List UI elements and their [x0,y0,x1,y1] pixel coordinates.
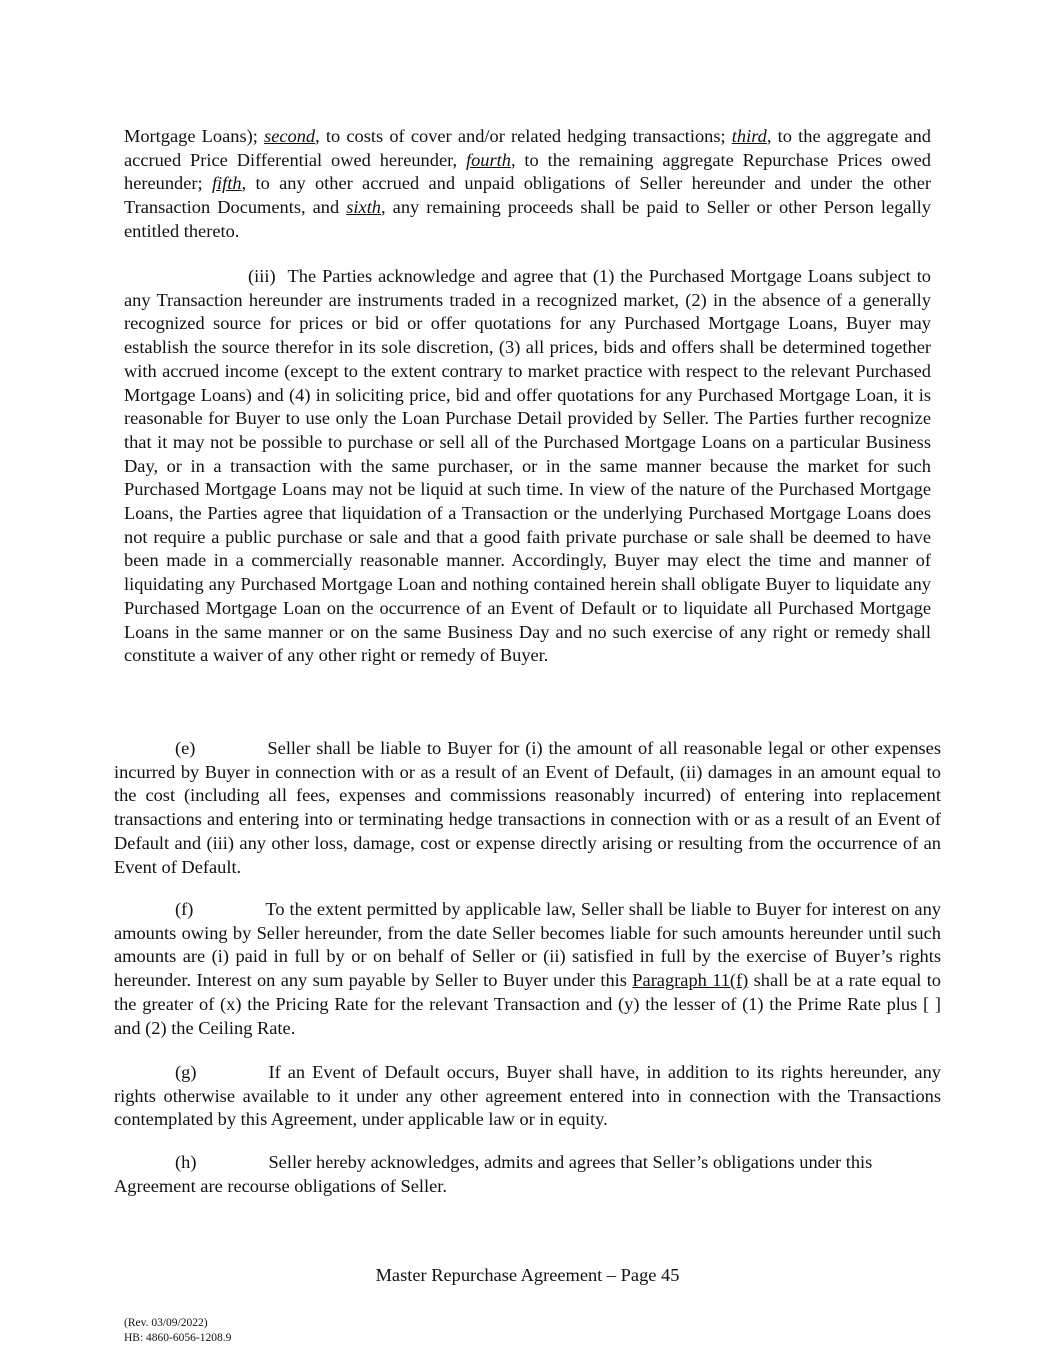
continuation-text-2: , to costs of cover and/or related hedging transactions; [315,126,732,146]
footer-metadata [124,1316,231,1346]
paragraph-iii [124,265,931,668]
paragraph-e [114,737,941,879]
emphasis-second: second [264,126,316,146]
paragraph-f-label: (f) [175,899,194,919]
paragraph-g-text: If an Event of Default occurs, Buyer shall have, in addition to its rights hereunder, any rights otherwise available to it under any other agreement entered into in connection with the Transactions contemplated by this Agreement, under applicable law or in equity. [114,1062,941,1130]
paragraph-h-label: (h) [175,1152,197,1172]
continuation-paragraph [124,125,931,244]
paragraph-g [114,1061,941,1132]
emphasis-third: third [731,126,767,146]
footer-document-id: HB: 4860-6056-1208.9 [124,1332,232,1344]
emphasis-fifth: fifth [211,173,242,194]
paragraph-e-label: (e) [175,738,196,758]
paragraph-iii-text: The Parties acknowledge and agree that (1) the Purchased Mortgage Loans subject to any Transaction hereunder are instruments traded in a recognized market, (2) in the absence of a generally recognized source for prices or bid or offer quotations for any Purchased Mortgage Loans, Buyer may establish the source therefor in its sole discretion, (3) all prices, bids and offers shall be determined together with accrued income (except to the extent contrary to market practice with respect to the relevant Purchased Mortgage Loans) and (4) in soliciting price, bid and offer quotations for any Purchased Mortgage Loan, it is reasonable for Buyer to use only the Loan Purchase Detail provided by Seller. The Parties further recognize that it may not be possible to purchase or sell all of the Purchased Mortgage Loans on a particular Business Day, or in a transaction with the same purchaser, or in the same manner because the market for such Purchased Mortgage Loans may not be liquid at such time. In view of the nature of the Purchased Mortgage Loans, the Parties agree that liquidation of a Transaction or the underlying Purchased Mortgage Loans does not require a public purchase or sale and that a good faith private purchase or sale shall be deemed to have been made in a commercially reasonable manner. Accordingly, Buyer may elect the time and manner of liquidating any Purchased Mortgage Loan and nothing contained herein shall obligate Buyer to liquidate any Purchased Mortgage Loan on the occurrence of an Event of Default or to liquidate all Purchased Mortgage Loans in the same manner or on the same Business Day and no such exercise of any right or remedy shall constitute a waiver of any other right or remedy of Buyer. [124,266,931,666]
paragraph-f-text-1: To the extent permitted by applicable law, Seller shall be liable to Buyer for interest on any amounts owing by Seller hereunder, from the date Seller becomes liable for such amounts hereunder until such amounts are (i) paid in full by or on behalf of Seller or (ii) satisfied in full by the exercise of Buyer’s rights hereunder. Interest on any sum payable by Seller to Buyer under this [114,899,941,991]
continuation-text-3: , to the aggregate and accrued Price Differential owed hereunder, [124,126,931,170]
footer-page-title: Master Repurchase Agreement – Page 45 [375,1265,680,1285]
footer-revision: (Rev. 03/09/2022) [124,1317,208,1329]
emphasis-sixth: sixth [346,197,381,218]
paragraph-h [114,1151,941,1198]
continuation-text-1: Mortgage Loans); [124,126,265,146]
paragraph-h-text: Seller hereby acknowledges, admits and agrees that Seller’s obligations under this Agreement are recourse obligations of Seller. [114,1152,873,1196]
continuation-text-6: , any remaining proceeds shall be paid to Seller or other Person legally entitled thereto. [124,197,931,241]
continuation-text-4: , to the remaining aggregate Repurchase Prices owed hereunder; [124,149,931,194]
emphasis-fourth: fourth [465,149,511,170]
paragraph-iii-label: (iii) [248,266,276,286]
paragraph-f-text-2: shall be at a rate equal to the greater of (x) the Pricing Rate for the relevant Transaction and (y) the lesser of (1) the Prime Rate plus [ ] and (2) the Ceiling Rate. [114,970,942,1038]
continuation-text-5: , to any other accrued and unpaid obligations of Seller hereunder and under the other Transaction Documents, and [124,173,931,218]
paragraph-reference: Paragraph 11(f) [632,970,749,991]
paragraph-e-text: Seller shall be liable to Buyer for (i) the amount of all reasonable legal or other expenses incurred by Buyer in connection with or as a result of an Event of Default, (ii) damages in an amount equal to the cost (including all fees, expenses and commissions reasonably incurred) of entering into replacement transactions and entering into or terminating hedge transactions in connection with or as a result of an Event of Default and (iii) any other loss, damage, cost or expense directly arising or resulting from the occurrence of an Event of Default. [114,738,941,877]
paragraph-f [114,898,941,1040]
paragraph-g-label: (g) [175,1062,197,1082]
